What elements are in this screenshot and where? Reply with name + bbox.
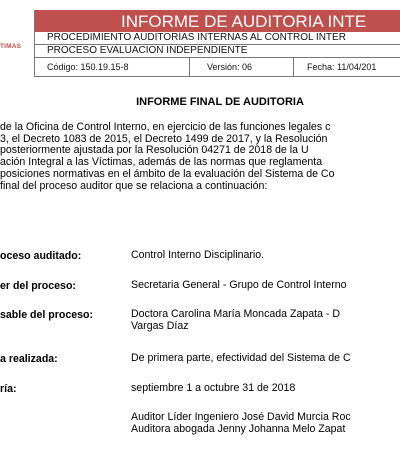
intro-line: final del proceso auditor que se relaciona a continuación:: [0, 180, 268, 192]
procedure-line: PROCEDIMIENTO AUDITORÍAS INTERNAS AL CONTROL INTER: [35, 32, 400, 45]
header-codes-row: [35, 58, 400, 77]
cell-separator: [293, 58, 294, 76]
field-value-line: septiembre 1 a octubre 31 de 2018: [131, 383, 296, 394]
document-version: Versión: 06: [207, 62, 253, 72]
document-title: INFORME FINAL DE AUDITORIA: [136, 96, 304, 108]
field-value-line: Auditor Líder Ingeniero José David Murcia Roc: [131, 412, 351, 423]
intro-line: posiciones normativas en el ámbito de la evaluación del Sistema de Co: [0, 168, 335, 180]
field-label-process-leader: er del proceso:: [0, 280, 76, 292]
field-value-line: Auditora abogada Jenny Johanna Melo Zapat: [131, 422, 346, 435]
field-value-line: Secretaria General - Grupo de Control Interno: [131, 280, 347, 291]
field-label-audit-type: a realizada:: [0, 353, 58, 365]
intro-paragraph: [0, 122, 400, 192]
intro-line: ación Integral a las Víctimas, además de las normas que reglamenta: [0, 157, 323, 169]
logo-text: TIMAS: [0, 43, 22, 50]
field-label-audited-process: oceso auditado:: [0, 250, 82, 262]
document-date: Fecha: 11/04/201: [307, 62, 377, 72]
field-value-line: Doctora Carolina María Moncada Zapata - D: [131, 309, 341, 320]
banner-title: INFORME DE AUDITORIA INTE: [35, 10, 400, 32]
process-line: PROCESO EVALUACIÓN INDEPENDIENTE: [35, 45, 400, 58]
field-value-audit-type: [131, 353, 400, 365]
intro-line: de la Oficina de Control Interno, en ejercicio de las funciones legales c: [0, 122, 331, 133]
document-code: Código: 150.19.15-8: [47, 62, 129, 72]
field-label-audit-period: ría:: [0, 383, 17, 395]
field-value-audit-period: [131, 383, 400, 395]
field-value-line: Control Interno Disciplinario.: [131, 250, 265, 261]
cell-separator: [189, 58, 190, 76]
field-value-process-responsible: [131, 309, 400, 332]
field-value-line: Vargas Díaz: [131, 319, 189, 332]
intro-line: posteriormente ajustada por la Resolución 04271 de 2018 de la U: [0, 145, 309, 157]
field-value-process-leader: [131, 280, 400, 292]
intro-line: 3, el Decreto 1083 de 2015, el Decreto 1499 de 2017, y la Resolución: [0, 133, 328, 145]
field-value-line: De primera parte, efectividad del Sistema de C: [131, 353, 351, 364]
field-label-process-responsible: sable del proceso:: [0, 309, 94, 321]
field-value-auditors: [131, 412, 400, 435]
field-value-audited-process: [131, 250, 400, 262]
